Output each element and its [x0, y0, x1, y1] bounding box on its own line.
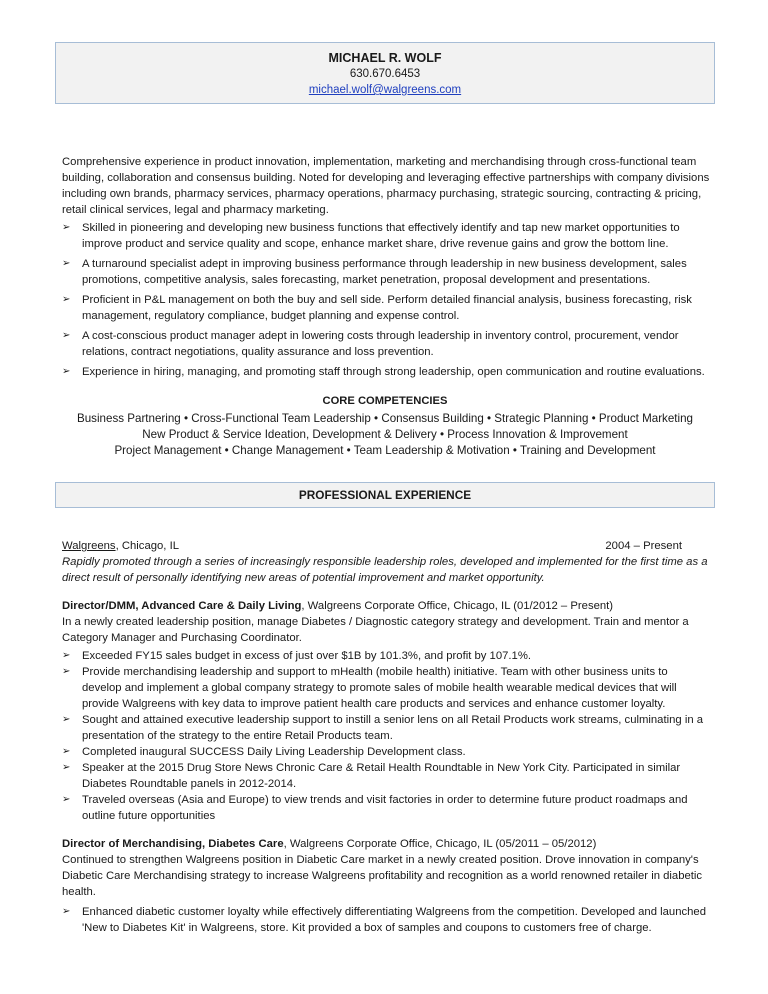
arrow-bullet-icon: ➢ — [62, 762, 71, 773]
company-dates: 2004 – Present — [605, 540, 682, 552]
role1-bullets — [62, 648, 710, 824]
list-item: ➢ Proficient in P&L management on both the buy and sell side. Perform detailed financial analysis, business forecasting, risk management, regulatory compliance, budget planning and expense control. — [62, 294, 692, 322]
competency-line: Business Partnering • Cross-Functional Team Leadership • Consensus Building • Strategic Planning • Product Marketing — [77, 412, 693, 425]
role2-bullets — [62, 904, 710, 936]
list-item: ➢ Sought and attained executive leadership support to instill a senior lens on all Retail Products work streams, culminating in a presentation of the strategy to the entire Retail Products team. — [62, 714, 704, 742]
arrow-bullet-icon: ➢ — [62, 366, 71, 377]
list-item: ➢ Exceeded FY15 sales budget in excess of just over $1B by 101.3%, and profit by 107.1%. — [62, 650, 532, 662]
arrow-bullet-icon: ➢ — [62, 714, 71, 725]
arrow-bullet-icon: ➢ — [62, 258, 71, 269]
summary-intro: Comprehensive experience in product innovation, implementation, marketing and merchandising through cross-functional team building, collaboration and consensus building. Noted for developing and leveraging effective partnerships with company divisions including own brands, pharmacy services, pharmacy operations, pharmacy purchasing, strategic sourcing, contracting & pricing, retail clinical services, legal and pharmacy marketing. — [62, 156, 710, 216]
list-item: ➢ Completed inaugural SUCCESS Daily Living Leadership Development class. — [62, 746, 466, 758]
list-item: ➢ Enhanced diabetic customer loyalty while effectively differentiating Walgreens from the competition. Developed and launched 'New to Diabetes Kit' in Walgreens, store. Kit provided a box of samples and coupons to customers free of charge. — [62, 906, 706, 934]
company-summary: Rapidly promoted through a series of increasingly responsible leadership roles, developed and implemented for the first time as a direct result of personally identifying new areas of potential improvement and market opportunity. — [62, 556, 708, 584]
competency-line: Project Management • Change Management • Team Leadership & Motivation • Training and Development — [114, 444, 656, 457]
list-item: ➢ Provide merchandising leadership and support to mHealth (mobile health) initiative. Team with other business units to develop and implement a global company strategy to promote sales of mobile health wearable medical devices that will provide Walgreens with key data to improve patient health care products and services and enhance customer loyalty. — [62, 666, 677, 710]
arrow-bullet-icon: ➢ — [62, 666, 71, 677]
list-item: ➢ A cost-conscious product manager adept in lowering costs through leadership in inventory control, procurement, vendor relations, contract negotiations, quality assurance and loss prevention. — [62, 330, 679, 358]
role-heading — [62, 598, 710, 614]
core-competencies — [55, 393, 715, 459]
arrow-bullet-icon: ➢ — [62, 906, 71, 917]
role-place: , Walgreens Corporate Office, Chicago, IL (01/2012 – Present) — [301, 600, 614, 612]
company-row — [62, 538, 710, 554]
summary-section — [62, 154, 710, 384]
list-item: ➢ A turnaround specialist adept in improving business performance through leadership in new business development, sales promotions, competitive analysis, sales forecasting, market penetration, proposal development and presentations. — [62, 258, 687, 286]
role-description: In a newly created leadership position, manage Diabetes / Diagnostic category strategy and development. Train and mentor a Category Manager and Purchasing Coordinator. — [62, 616, 689, 644]
email-link[interactable]: michael.wolf@walgreens.com — [308, 84, 462, 96]
company-name: Walgreens — [62, 540, 116, 552]
phone-number: 630.670.6453 — [349, 68, 421, 80]
company-location: , Chicago, IL — [115, 540, 180, 552]
role-description: Continued to strengthen Walgreens position in Diabetic Care market in a newly created position. Drove innovation in company's Diabetic Care Merchandising strategy to increase Walgreens profitability and recognition as a world renowned retailer in diabetic health. — [62, 854, 703, 898]
arrow-bullet-icon: ➢ — [62, 650, 71, 661]
list-item: ➢ Speaker at the 2015 Drug Store News Chronic Care & Retail Health Roundtable in New York City. Participated in similar Diabetes Roundtable panels in 2012-2014. — [62, 762, 681, 790]
list-item: ➢ Skilled in pioneering and developing new business functions that effectively identify and tap new market opportunities to improve product and service quality and scope, enhance market share, drive revenue gains and grow the bottom line. — [62, 222, 680, 250]
arrow-bullet-icon: ➢ — [62, 746, 71, 757]
summary-bullets — [62, 220, 710, 380]
arrow-bullet-icon: ➢ — [62, 794, 71, 805]
role-heading — [62, 836, 710, 852]
competency-line: New Product & Service Ideation, Development & Delivery • Process Innovation & Improvement — [142, 428, 628, 441]
role-place: , Walgreens Corporate Office, Chicago, IL (05/2011 – 05/2012) — [283, 838, 597, 850]
core-competencies-title: CORE COMPETENCIES — [322, 395, 448, 407]
contact-header — [55, 42, 715, 104]
experience-section-title: PROFESSIONAL EXPERIENCE — [55, 482, 715, 508]
candidate-name: MICHAEL R. WOLF — [328, 51, 442, 65]
list-item: ➢ Experience in hiring, managing, and promoting staff through strong leadership, open communication and routine evaluations. — [62, 366, 705, 378]
role-title: Director/DMM, Advanced Care & Daily Living — [62, 600, 302, 612]
arrow-bullet-icon: ➢ — [62, 222, 71, 233]
arrow-bullet-icon: ➢ — [62, 294, 71, 305]
arrow-bullet-icon: ➢ — [62, 330, 71, 341]
list-item: ➢ Traveled overseas (Asia and Europe) to view trends and visit factories in order to determine future product roadmaps and outline future opportunities — [62, 794, 688, 822]
role-title: Director of Merchandising, Diabetes Care — [62, 838, 284, 850]
experience-section — [62, 538, 710, 936]
